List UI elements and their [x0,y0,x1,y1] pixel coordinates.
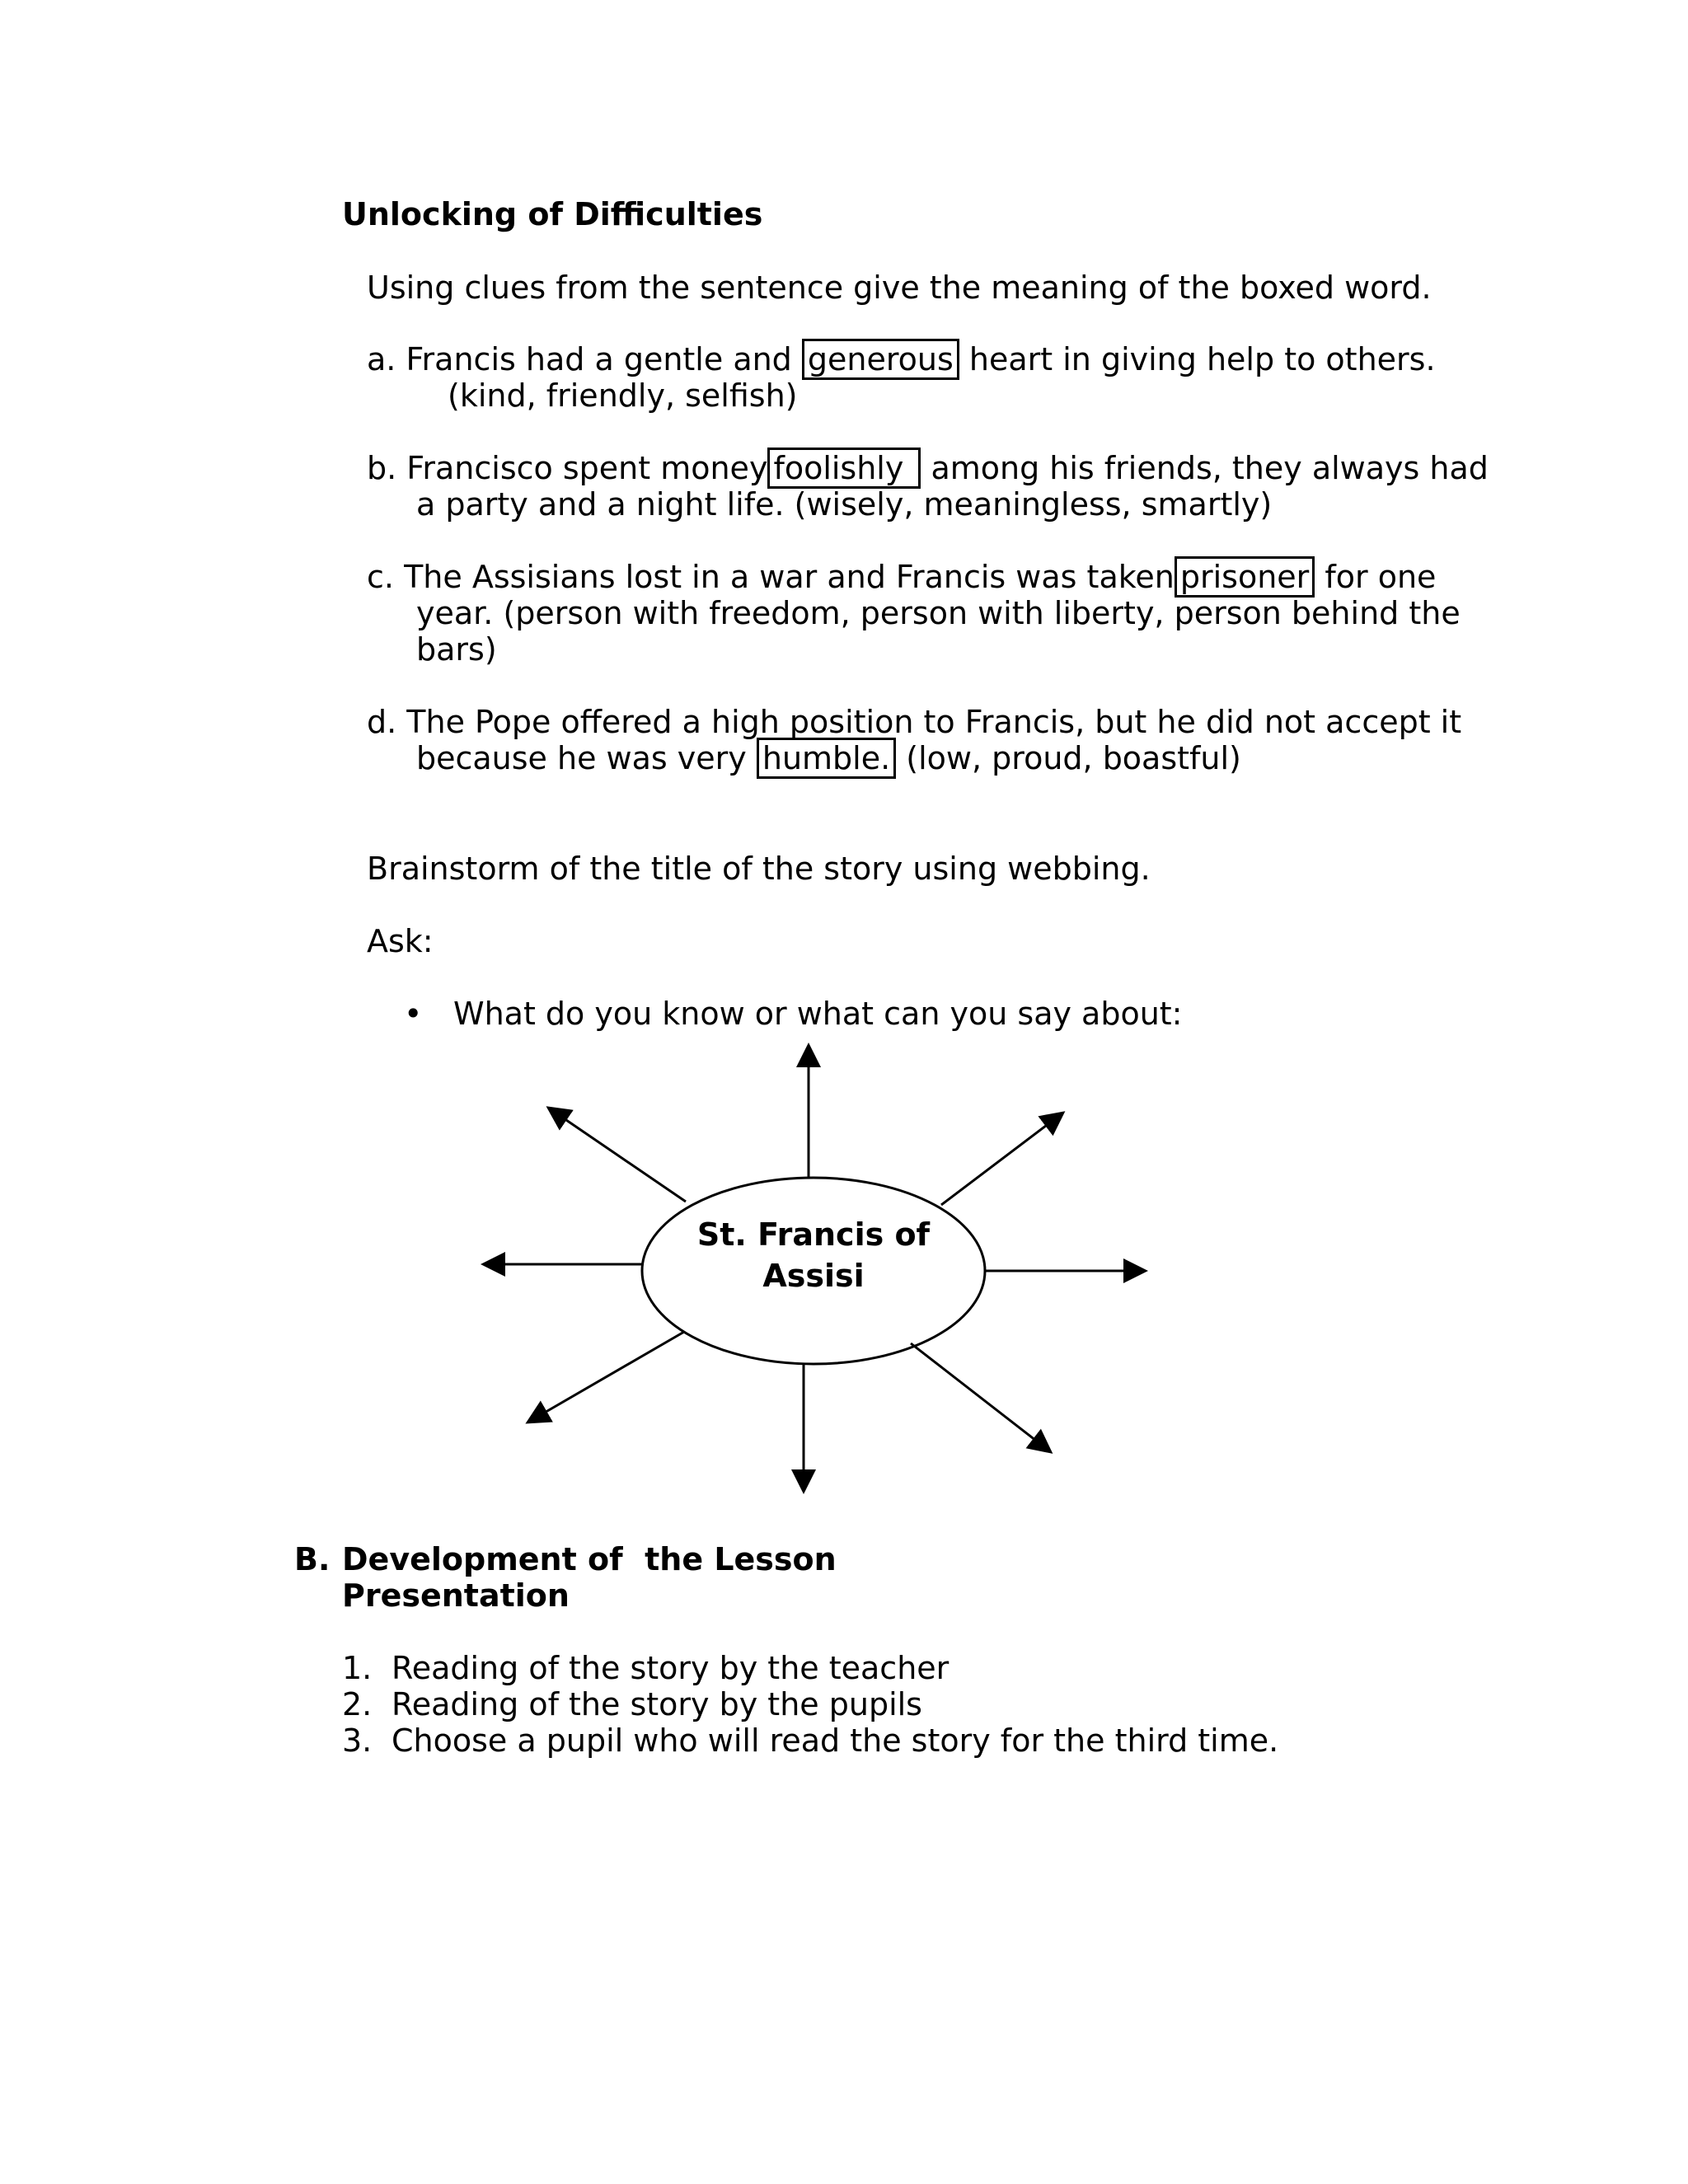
item-text-after: heart in giving help to others. [968,341,1436,377]
boxed-word: generous [802,339,959,380]
ask-label: Ask: [367,923,434,959]
section-b-title: Development of the Lesson [342,1541,837,1577]
item-text-before: The Assisians lost in a war and Francis was taken [404,559,1175,595]
item-text: The Pope offered a high position to Francis, but he did not accept it [406,704,1462,740]
web-arrow-upper-left [548,1108,686,1202]
section-title: Unlocking of Difficulties [342,196,763,232]
web-arrow-upper-right [941,1113,1063,1205]
step-number: 3. [342,1722,373,1759]
section-b-letter: B. [294,1541,331,1577]
section-b-subtitle: Presentation [342,1577,570,1614]
boxed-word: humble. [757,738,896,779]
web-arrow-lower-right [911,1343,1051,1452]
web-arrow-lower-left [528,1332,684,1422]
item-text-after: among his friends, they always had [931,450,1489,486]
step-item [342,1686,922,1722]
instruction-text: Using clues from the sentence give the meaning of the boxed word. [367,269,1432,306]
step-number: 2. [342,1686,373,1722]
step-item [342,1650,950,1686]
step-text: Choose a pupil who will read the story for the third time. [392,1722,1279,1759]
item-text-before: Francis had a gentle and [406,341,792,377]
boxed-word: foolishly [767,448,921,489]
item-letter: b. [367,450,397,486]
web-center-line2: Assisi [762,1258,865,1294]
item-b-choices: a party and a night life. (wisely, meaningless, smartly) [416,486,1273,523]
web-center-line1: St. Francis of [696,1216,931,1253]
step-text: Reading of the story by the pupils [392,1686,922,1722]
boxed-word: prisoner [1175,556,1315,598]
item-text-before: Francisco spent money [406,450,768,486]
item-text-after: for one [1325,559,1437,595]
item-text-before: because he was very [416,740,747,776]
bullet-text: What do you know or what can you say about: [453,996,1183,1032]
step-number: 1. [342,1650,373,1686]
brainstorm-text: Brainstorm of the title of the story using webbing. [367,851,1151,887]
item-letter: a. [367,341,396,377]
step-item [342,1722,1279,1759]
item-letter: c. [367,559,394,595]
bullet-dot: • [404,996,423,1032]
item-letter: d. [367,704,397,740]
item-c-line2: year. (person with freedom, person with liberty, person behind the [416,595,1461,631]
item-c-line3: bars) [416,631,497,668]
step-text: Reading of the story by the teacher [392,1650,950,1686]
item-text-after: (low, proud, boastful) [906,740,1241,776]
item-a-choices: (kind, friendly, selfish) [448,377,798,414]
